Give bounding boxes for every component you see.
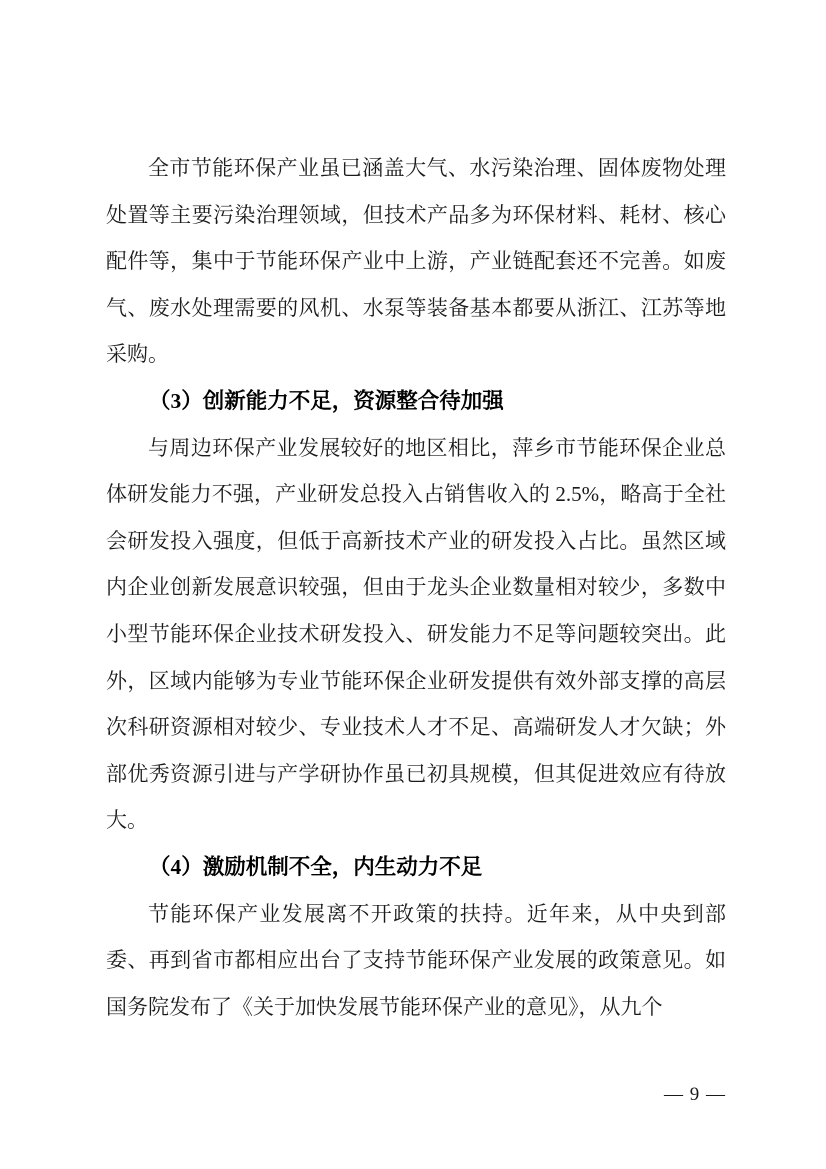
paragraph-industry-chain-gap: 全市节能环保产业虽已涵盖大气、水污染治理、固体废物处理处置等主要污染治理领域，但技术产品多为环保材料、耗材、核心配件等，集中于节能环保产业中上游，产业链配套还不完善。如废气、废水处理需要的风机、水泵等装备基本都要从浙江、江苏等地采购。 [106, 156, 726, 367]
page-number: — 9 — [664, 1084, 726, 1105]
heading-4-incentive-mechanism: （4）激励机制不全，内生动力不足 [149, 854, 483, 879]
heading-3-innovation-capacity: （3）创新能力不足，资源整合待加强 [149, 388, 504, 413]
paragraph-policy-support: 节能环保产业发展离不开政策的扶持。近年来，从中央到部委、再到省市都相应出台了支持节能环保产业发展的政策意见。如国务院发布了《关于加快发展节能环保产业的意见》，从九个 [106, 901, 726, 1019]
paragraph-rd-investment: 与周边环保产业发展较好的地区相比，萍乡市节能环保企业总体研发能力不强，产业研发总投入占销售收入的 2.5%，略高于全社会研发投入强度，但低于高新技术产业的研发投入占比。虽然区域内企业创新发展意识较强，但由于龙头企业数量相对较少，多数中小型节能环保企业技术研发投入、研发能力不足等问题较突出。此外，区域内能够为专业节能环保企业研发提供有效外部支撑的高层次科研资源相对较少、专业技术人才不足、高端研发人才欠缺；外部优秀资源引进与产学研协作虽已初具规模，但其促进效应有待放大。 [106, 435, 726, 833]
document-body [106, 145, 726, 1030]
